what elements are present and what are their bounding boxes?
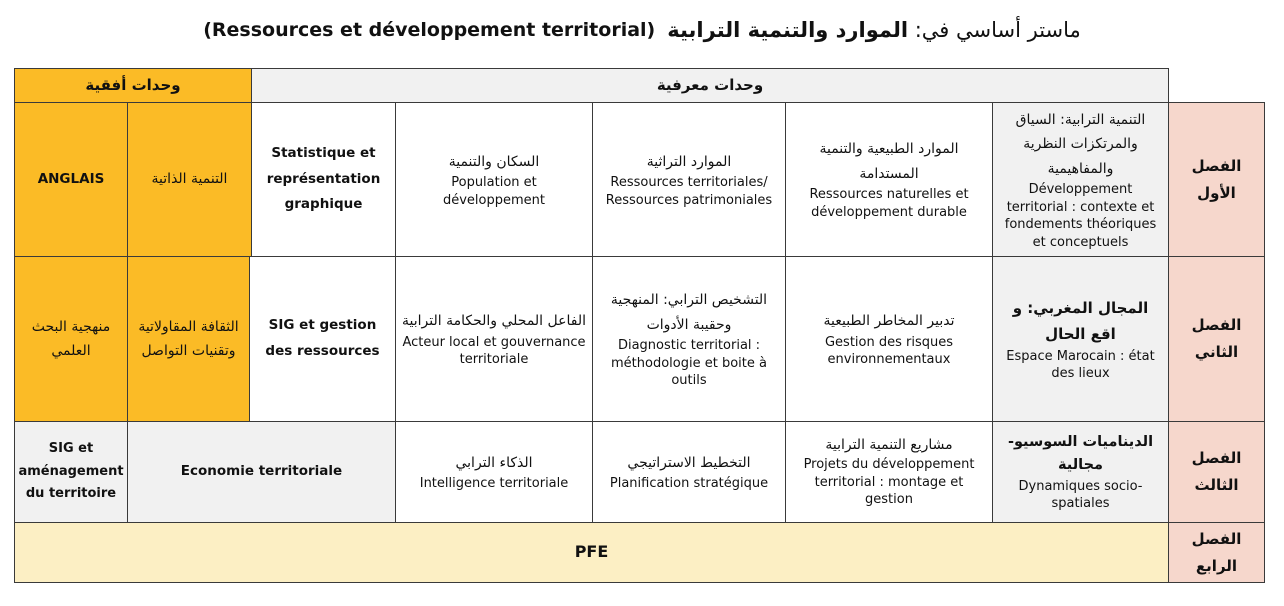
s2-c2-fr: Gestion des risques environnementaux: [824, 334, 954, 368]
s1-c4-fr: Population et développement: [442, 175, 545, 208]
s3-territorial-intelligence-cell: [395, 421, 593, 523]
s4-c1-fr: PFE: [574, 542, 609, 562]
s2-c7-ar: منهجية البحث العلمي: [31, 318, 111, 359]
semester-3-text: الفصل الثالث: [1191, 449, 1242, 494]
s2-c4-ar: الفاعل المحلي والحكامة الترابية: [402, 313, 586, 330]
s2-moroccan-space-cell: [992, 256, 1169, 422]
s2-research-methodology-cell: [14, 256, 128, 422]
s2-c1-ar: المجال المغربي: و اقع الحال: [1012, 299, 1149, 344]
s2-c3-ar: التشخيص الترابي: المنهجية وحقيبة الأدوات: [610, 292, 768, 333]
s1-heritage-resources-cell: [592, 102, 786, 257]
horizontal-units-label: وحدات أفقية: [85, 76, 181, 95]
s2-entrepreneurship-cell: [127, 256, 250, 422]
knowledge-units-label: وحدات معرفية: [656, 76, 764, 95]
s1-territorial-development-cell: [992, 102, 1169, 257]
s1-english-cell: [14, 102, 128, 257]
page-title: [0, 10, 1284, 50]
title-arabic: [667, 18, 1081, 42]
s2-local-actor-cell: [395, 256, 593, 422]
s3-c6-fr: SIG et aménagement du territoire: [18, 440, 124, 502]
s3-c4-fr: Intelligence territoriale: [419, 476, 569, 492]
s1-c1-ar: التنمية الترابية: السياق والمرتكزات النظرية والمفاهيمية: [1015, 111, 1146, 177]
s2-c3-fr: Diagnostic territorial : méthodologie et boite à outils: [611, 338, 767, 389]
s2-c1-fr: Espace Marocain : état des lieux: [1006, 348, 1155, 382]
s2-diagnostic-cell: [592, 256, 786, 422]
s2-c5-fr: SIG et gestion des ressources: [265, 317, 380, 359]
s2-risk-management-cell: [785, 256, 993, 422]
s3-c3-ar: التخطيط الاستراتيجي: [627, 454, 751, 471]
s1-c2-fr: Ressources naturelles et développement durable: [809, 187, 969, 220]
title-arabic-prefix: ماستر أساسي في:: [914, 18, 1081, 42]
s3-c1-fr: Dynamiques socio-spatiales: [1018, 478, 1143, 512]
s3-c2-fr: Projets du développement territorial : montage et gestion: [803, 457, 975, 508]
s1-statistics-cell: [251, 102, 396, 257]
title-french: (Ressources et développement territorial): [203, 19, 656, 41]
s3-c2-ar: مشاريع التنمية الترابية: [825, 437, 953, 454]
semester-3-label: [1168, 421, 1265, 523]
s3-territorial-economy-cell: [127, 421, 396, 523]
s1-c7-fr: ANGLAIS: [37, 170, 105, 187]
s1-c1-fr: Développement territorial : contexte et fondements théoriques et conceptuels: [1004, 182, 1157, 250]
s2-sig-resources-cell: [249, 256, 396, 422]
s3-c5-fr: Economie territoriale: [180, 463, 343, 480]
s4-pfe-cell: [14, 522, 1169, 583]
s2-c2-ar: تدبير المخاطر الطبيعية: [823, 313, 955, 330]
s1-c5-fr: Statistique et représentation graphique: [266, 145, 381, 213]
s1-c6-ar: التنمية الذاتية: [151, 171, 228, 188]
s1-c3-fr: Ressources territoriales/ Ressources patrimoniales: [605, 175, 773, 208]
s3-c4-ar: الذكاء الترابي: [455, 454, 533, 471]
title-arabic-bold: الموارد والتنمية الترابية: [667, 18, 909, 42]
s3-projects-cell: [785, 421, 993, 523]
s3-c3-fr: Planification stratégique: [609, 476, 769, 492]
semester-2-label: [1168, 256, 1265, 422]
s1-c2-ar: الموارد الطبيعية والتنمية المستدامة: [819, 141, 959, 182]
s1-self-development-cell: [127, 102, 252, 257]
horizontal-units-header: [14, 68, 252, 103]
s3-socio-spatial-cell: [992, 421, 1169, 523]
s1-population-cell: [395, 102, 593, 257]
s3-c1-ar: الديناميات السوسيو-مجالية: [1007, 434, 1154, 474]
semester-2-text: الفصل الثاني: [1191, 316, 1242, 361]
s1-c3-ar: الموارد التراثية: [646, 153, 732, 170]
s3-sig-planning-cell: [14, 421, 128, 523]
knowledge-units-header: [251, 68, 1169, 103]
s1-natural-resources-cell: [785, 102, 993, 257]
semester-1-text: الفصل الأول: [1191, 156, 1242, 202]
semester-1-label: [1168, 102, 1265, 257]
semester-4-label: [1168, 522, 1265, 583]
s1-c4-ar: السكان والتنمية: [448, 153, 540, 170]
s2-c6-ar: الثقافة المقاولاتية وتقنيات التواصل: [138, 318, 239, 359]
s2-c4-fr: Acteur local et gouvernance territoriale: [402, 334, 586, 368]
semester-4-text: الفصل الرابع: [1191, 529, 1242, 575]
s3-strategic-planning-cell: [592, 421, 786, 523]
